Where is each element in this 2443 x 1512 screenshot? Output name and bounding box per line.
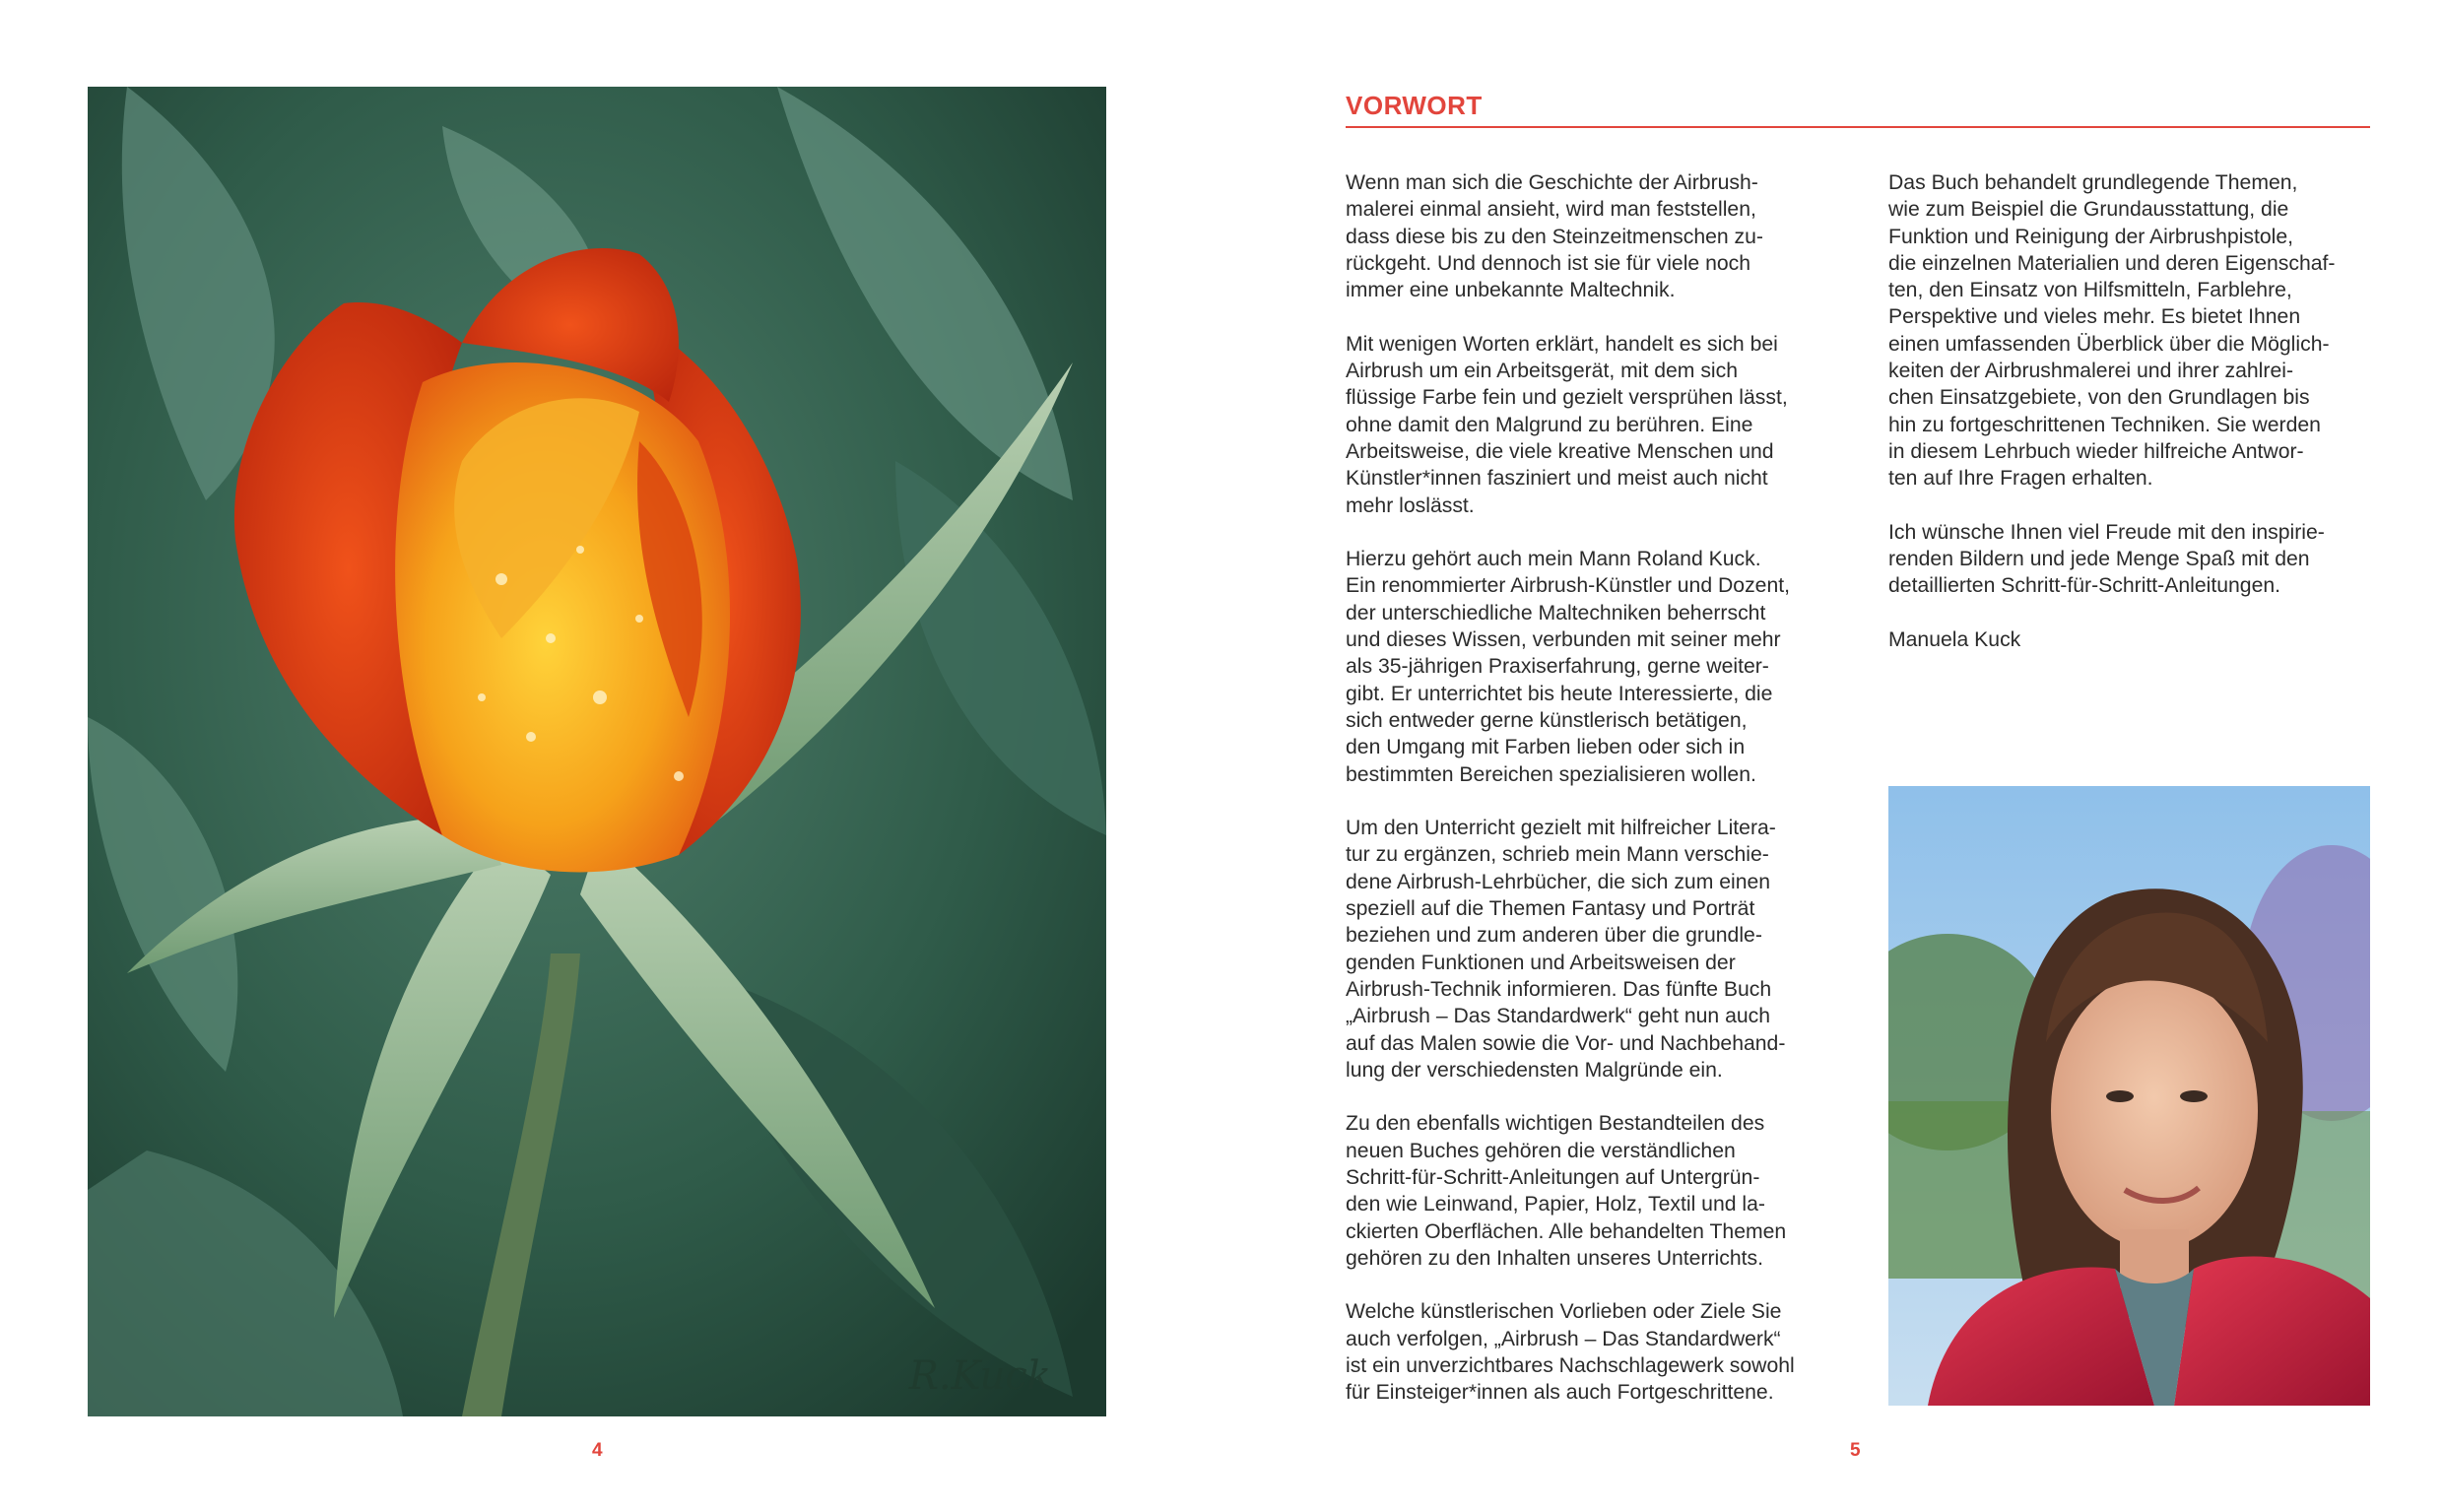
artist-signature: R.Kuck — [908, 1353, 1051, 1399]
heading-divider — [1346, 126, 2370, 128]
page-number-right: 5 — [1850, 1440, 1861, 1461]
text-column-right — [1888, 169, 2381, 681]
author-signoff: Manuela Kuck — [1888, 628, 2021, 652]
author-portrait-art — [1888, 786, 2370, 1406]
paragraph: Ich wünsche Ihnen viel Freude mit den inspirie- renden Bildern und jede Menge Spaß mit den detaillierten Schritt-für-Schritt-Anleitungen. — [1888, 520, 2325, 598]
paragraph: Hierzu gehört auch mein Mann Roland Kuck. Ein renommierter Airbrush-Künstler und Dozent, der unterschiedliche Maltechniken beherrscht und dieses Wissen, verbunden mit seiner mehr als 35-jährigen Praxiserfahrung, gerne weiter- gibt. Er unterrichtet bis heute Interessierte, die sich entweder gerne künstlerisch betätigen, den Umgang mit Farben lieben oder sich in bestimmten Bereichen spezialisieren wollen. — [1346, 548, 1791, 786]
paragraph: Mit wenigen Worten erklärt, handelt es sich bei Airbrush um ein Arbeitsgerät, mit dem sich flüssige Farbe fein und gezielt versprühen lässt, ohne damit den Malgrund zu berühren. Eine Arbeitsweise, die viele kreative Menschen und Künstler*innen fasziniert und meist auch nicht mehr loslässt. — [1346, 332, 1788, 517]
page-number-left: 4 — [592, 1440, 603, 1461]
paragraph: Das Buch behandelt grundlegende Themen, wie zum Beispiel die Grundausstattung, die Funktion und Reinigung der Airbrushpistole, die einzelnen Materialien und deren Eigenschaf- ten, den Einsatz von Hilfsmitteln, Farblehre, Perspektive und vieles mehr. Es bietet Ihnen einen umfassenden Überblick über die Möglich- keiten der Airbrushmalerei und ihrer zahlrei- chen Einsatzgebiete, von den Grundlagen bis hin zu fortgeschrittenen Techniken. Sie werden in diesem Lehrbuch wieder hilfreiche Antwor- ten auf Ihre Fragen erhalten. — [1888, 171, 2336, 491]
text-column-left — [1346, 169, 1838, 1433]
rose-painting-art — [88, 87, 1106, 1416]
rose-painting — [88, 87, 1106, 1416]
paragraph: Zu den ebenfalls wichtigen Bestandteilen des neuen Buches gehören die verständlichen Schritt-für-Schritt-Anleitungen auf Untergrün- den wie Leinwand, Papier, Holz, Textil und la- ckierten Oberflächen. Alle behandelten Themen gehören zu den Inhalten unseres Unterrichts. — [1346, 1112, 1787, 1270]
page-title: VORWORT — [1346, 91, 1483, 120]
paragraph: Wenn man sich die Geschichte der Airbrush- malerei einmal ansieht, wird man feststellen, dass diese bis zu den Steinzeitmenschen zu- rückgeht. Und dennoch ist sie für viele noch immer eine unbekannte Maltechnik. — [1346, 171, 1763, 302]
paragraph: Um den Unterricht gezielt mit hilfreicher Litera- tur zu ergänzen, schrieb mein Mann verschie- dene Airbrush-Lehrbücher, die sich zum einen speziell auf die Themen Fantasy und Porträt beziehen und zum anderen über die grundle- genden Funktionen und Arbeitsweisen der Airbrush-Technik informieren. Das fünfte Buch „Airbrush – Das Standardwerk“ geht nun auch auf das Malen sowie die Vor- und Nachbehand- lung der verschiedensten Malgründe ein. — [1346, 817, 1786, 1082]
paragraph: Welche künstlerischen Vorlieben oder Ziele Sie auch verfolgen, „Airbrush – Das Standardwerk“ ist ein unverzichtbares Nachschlagewerk sowohl für Einsteiger*innen als auch Fortgeschrittene. — [1346, 1300, 1795, 1405]
author-portrait — [1888, 786, 2370, 1406]
